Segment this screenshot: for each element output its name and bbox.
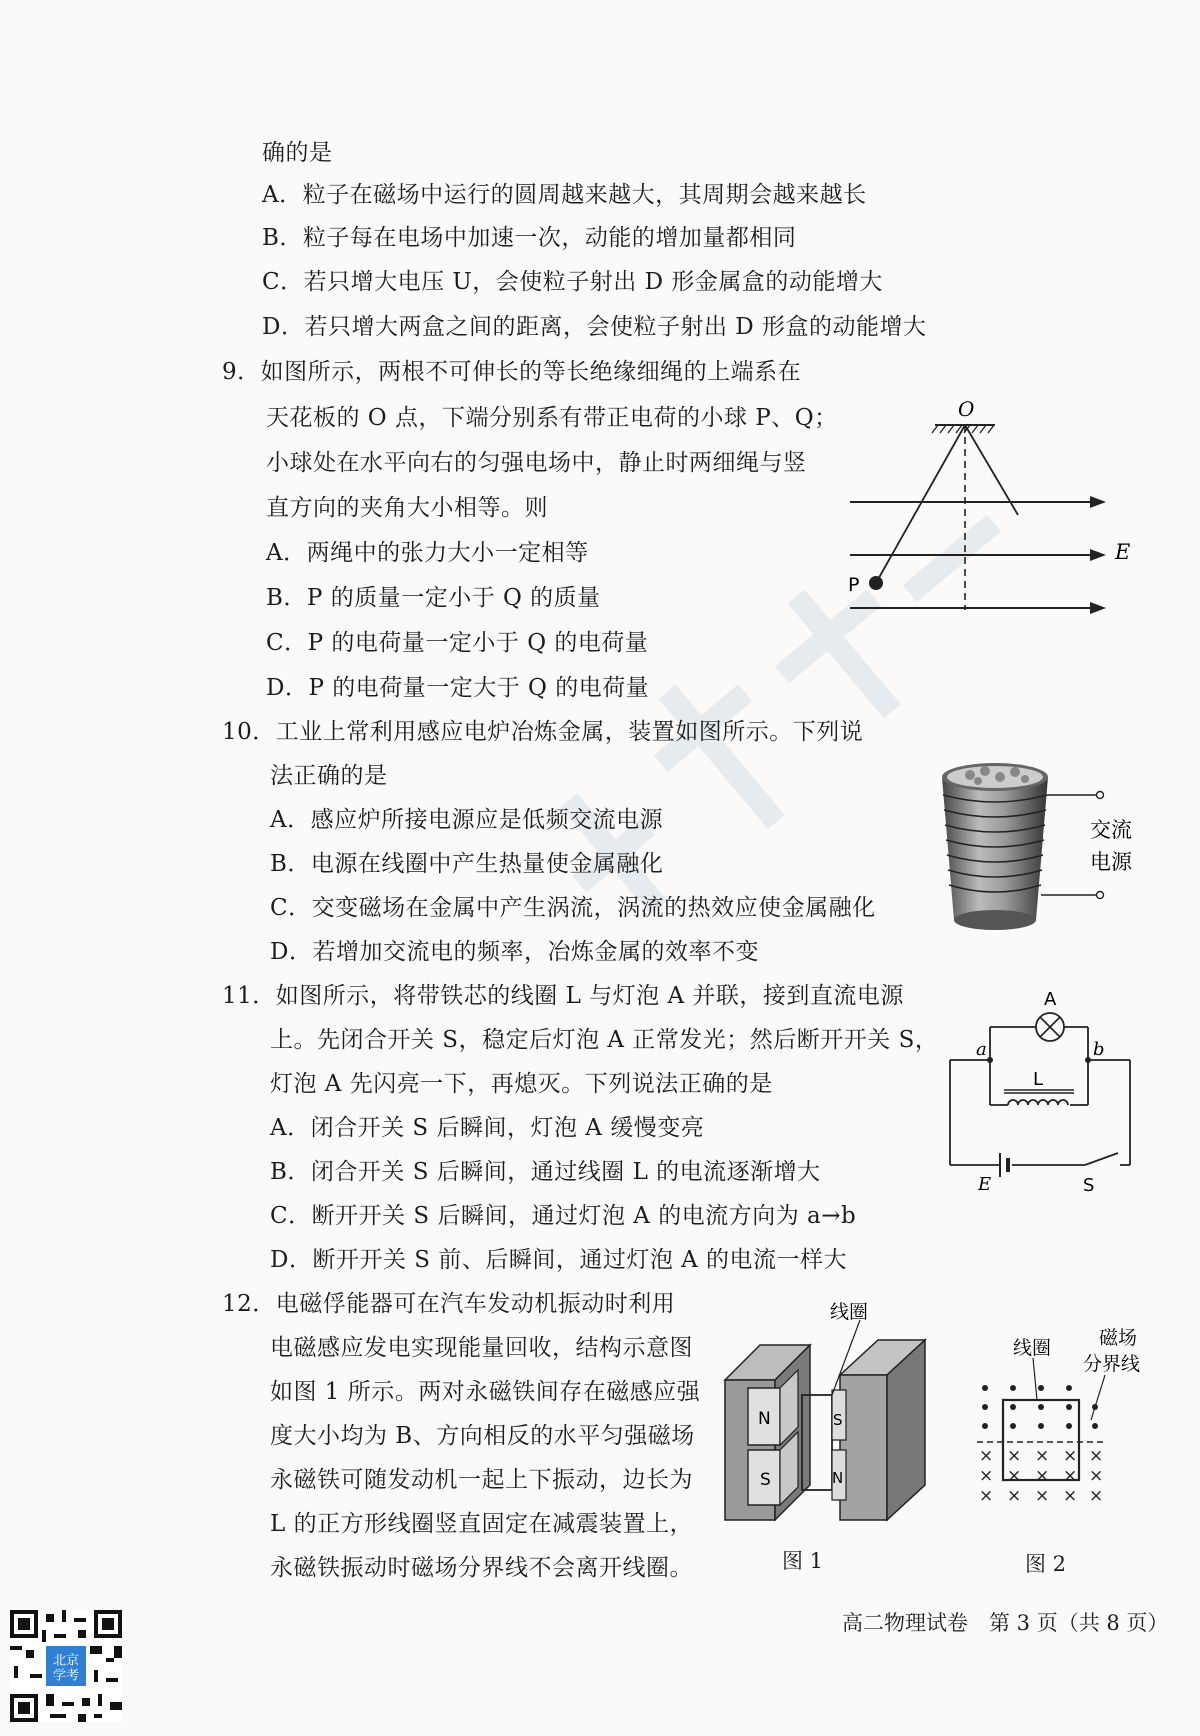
q11-label-e: E: [978, 1174, 992, 1195]
q11-circuit-figure: [940, 985, 1140, 1195]
q12-fig2-coil-label: 线圈: [1013, 1337, 1052, 1359]
svg-text:×: ×: [1063, 1446, 1078, 1466]
q12-stem-line: 电磁感应发电实现能量回收，结构示意图: [270, 1335, 693, 1361]
q12-figure-2-caption: 图 2: [1025, 1552, 1067, 1576]
q11-option-d: D．断开开关 S 前、后瞬间，通过灯泡 A 的电流一样大: [270, 1247, 848, 1273]
q8-option-b: B．粒子每在电场中加速一次，动能的增加量都相同: [262, 225, 797, 251]
q11-label-a-bulb: A: [1044, 989, 1057, 1010]
q10-label-ac: 交流: [1090, 818, 1132, 842]
q9-option-c: C．P 的电荷量一定小于 Q 的电荷量: [266, 630, 649, 656]
q10-option-c: C．交变磁场在金属中产生涡流，涡流的热效应使金属融化: [270, 895, 876, 921]
q9-option-a: A．两绳中的张力大小一定相等: [266, 540, 589, 566]
q9-stem-line: 天花板的 O 点，下端分别系有带正电荷的小球 P、Q；: [266, 405, 838, 431]
q9-stem-line: 9．如图所示，两根不可伸长的等长绝缘细绳的上端系在: [222, 359, 802, 385]
q9-label-p: P: [848, 574, 860, 596]
q10-stem-line: 10．工业上常利用感应电炉冶炼金属，装置如图所示。下列说: [222, 719, 864, 745]
q10-option-b: B．电源在线圈中产生热量使金属融化: [270, 851, 664, 877]
q8-option-a: A．粒子在磁场中运行的圆周越来越大，其周期会越来越长: [262, 182, 867, 208]
q11-stem-line: 11．如图所示，将带铁芯的线圈 L 与灯泡 A 并联，接到直流电源: [222, 983, 904, 1009]
svg-text:×: ×: [1007, 1446, 1022, 1466]
q11-label-s: S: [1083, 1175, 1095, 1195]
svg-text:×: ×: [979, 1466, 994, 1486]
qr-code: [10, 1610, 122, 1722]
page-footer: 高二物理试卷 第 3 页（共 8 页）: [842, 1611, 1169, 1635]
q12-stem-line: 永磁铁可随发动机一起上下振动，边长为: [270, 1467, 693, 1493]
qr-badge-line-2: 学考: [52, 1668, 80, 1684]
q12-figure-1-caption: 图 1: [782, 1549, 824, 1573]
q12-stem-line: 12．电磁俘能器可在汽车发动机振动时利用: [222, 1291, 676, 1317]
q11-option-a: A．闭合开关 S 后瞬间，灯泡 A 缓慢变亮: [270, 1115, 705, 1141]
svg-text:×: ×: [1089, 1466, 1104, 1486]
svg-text:×: ×: [1089, 1486, 1104, 1506]
svg-text:×: ×: [979, 1486, 994, 1506]
svg-text:×: ×: [979, 1446, 994, 1466]
q11-stem-line: 上。先闭合开关 S，稳定后灯泡 A 正常发光；然后断开开关 S，: [270, 1027, 939, 1053]
q9-option-b: B．P 的质量一定小于 Q 的质量: [266, 585, 601, 611]
q10-option-a: A．感应炉所接电源应是低频交流电源: [270, 807, 664, 833]
qr-badge-line-1: 北京: [52, 1653, 80, 1669]
q12-fig1-n2: N: [832, 1469, 844, 1487]
q12-stem-line: 永磁铁振动时磁场分界线不会离开线圈。: [270, 1555, 693, 1581]
q11-stem-line: 灯泡 A 先闪亮一下，再熄灭。下列说法正确的是: [270, 1071, 773, 1097]
q11-option-b: B．闭合开关 S 后瞬间，通过线圈 L 的电流逐渐增大: [270, 1159, 821, 1185]
q12-figure-1: [720, 1300, 940, 1540]
q12-fig1-coil-label: 线圈: [830, 1301, 869, 1323]
q12-fig2-boundary-1: 磁场: [1099, 1327, 1138, 1349]
svg-text:×: ×: [1007, 1486, 1022, 1506]
q8-option-c: C．若只增大电压 U，会使粒子射出 D 形金属盒的动能增大: [262, 269, 883, 295]
q9-label-o: O: [958, 397, 975, 421]
q12-figure-2: [975, 1320, 1155, 1520]
q8-stem-tail: 确的是: [262, 140, 333, 166]
q9-label-e: E: [1115, 540, 1131, 564]
svg-text:×: ×: [1063, 1466, 1078, 1486]
q9-option-d: D．P 的电荷量一定大于 Q 的电荷量: [266, 675, 650, 701]
q10-stem-line: 法正确的是: [270, 763, 388, 789]
q12-stem-line: L 的正方形线圈竖直固定在减震装置上，: [270, 1511, 694, 1537]
q12-fig1-s2: S: [833, 1411, 843, 1429]
q9-stem-line: 直方向的夹角大小相等。则: [266, 495, 548, 521]
q10-figure: [930, 755, 1150, 935]
q11-label-b: b: [1093, 1039, 1105, 1060]
q12-fig2-boundary-2: 分界线: [1083, 1353, 1141, 1375]
q10-label-power: 电源: [1090, 850, 1132, 874]
q11-label-a: a: [976, 1039, 987, 1060]
q12-fig1-s1: S: [760, 1470, 771, 1490]
svg-text:×: ×: [1089, 1446, 1104, 1466]
svg-text:×: ×: [1035, 1466, 1050, 1486]
q8-option-d: D．若只增大两盒之间的距离，会使粒子射出 D 形盒的动能增大: [262, 314, 927, 340]
svg-text:×: ×: [1063, 1486, 1078, 1506]
q9-stem-line: 小球处在水平向右的匀强电场中，静止时两细绳与竖: [266, 450, 807, 476]
q12-stem-line: 度大小均为 B、方向相反的水平匀强磁场: [270, 1423, 695, 1449]
q9-figure: [840, 395, 1140, 625]
svg-text:×: ×: [1035, 1446, 1050, 1466]
q11-option-c: C．断开开关 S 后瞬间，通过灯泡 A 的电流方向为 a→b: [270, 1203, 857, 1229]
q12-fig1-n1: N: [758, 1409, 771, 1429]
q12-stem-line: 如图 1 所示。两对永磁铁间存在磁感应强: [270, 1379, 701, 1405]
q11-label-l: L: [1033, 1069, 1044, 1090]
svg-text:×: ×: [1035, 1486, 1050, 1506]
q10-option-d: D．若增加交流电的频率，冶炼金属的效率不变: [270, 939, 759, 965]
svg-text:×: ×: [1007, 1466, 1022, 1486]
